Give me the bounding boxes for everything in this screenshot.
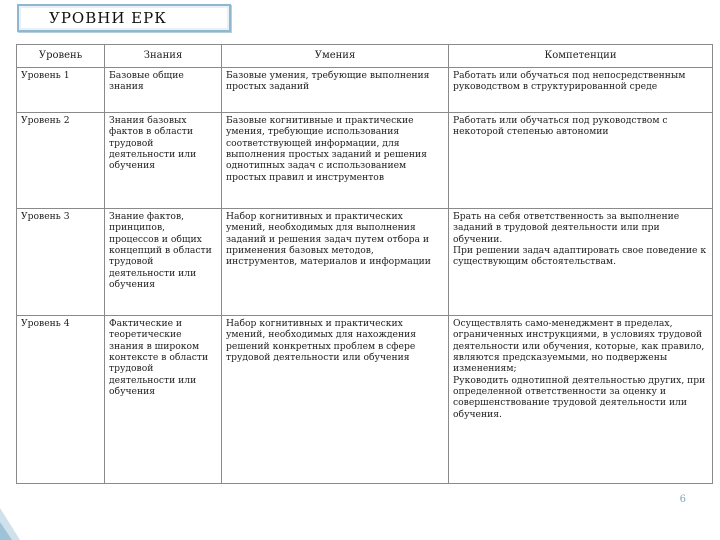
erk-levels-table [16, 44, 713, 484]
cell-knowledge: Базовые общие знания [105, 68, 222, 113]
header-skills: Умения [222, 45, 449, 68]
cell-competences: Работать или обучаться под руководством с некоторой степенью автономии [449, 113, 713, 209]
table-row [17, 316, 713, 484]
cell-skills: Базовые когнитивные и практические умения, требующие использования соответствующей информации, для выполнения простых заданий и решения однотипных задач с использованием простых правил и инструментов [222, 113, 449, 209]
cell-skills: Набор когнитивных и практических умений, необходимых для нахождения решений конкретных проблем в сфере трудовой деятельности или обучения [222, 316, 449, 484]
table-row [17, 113, 713, 209]
cell-knowledge: Знания базовых фактов в области трудовой деятельности или обучения [105, 113, 222, 209]
table-row [17, 68, 713, 113]
header-knowledge: Знания [105, 45, 222, 68]
table-row [17, 209, 713, 316]
cell-level: Уровень 2 [17, 113, 105, 209]
cell-level: Уровень 3 [17, 209, 105, 316]
page-number: 6 [679, 494, 686, 505]
corner-decoration [0, 500, 34, 540]
cell-skills: Набор когнитивных и практических умений, необходимых для выполнения заданий и решения задач путем отбора и применения базовых методов, инструментов, материалов и информации [222, 209, 449, 316]
slide-title: УРОВНИ ЕРК [17, 4, 231, 32]
cell-knowledge: Фактические и теоретические знания в широком контексте в области трудовой деятельности или обучения [105, 316, 222, 484]
cell-competences: Брать на себя ответственность за выполнение заданий в трудовой деятельности или при обучении. При решении задач адаптировать свое поведение к существующим обстоятельствам. [449, 209, 713, 316]
cell-level: Уровень 4 [17, 316, 105, 484]
table-header-row [17, 45, 713, 68]
header-competences: Компетенции [449, 45, 713, 68]
cell-competences: Работать или обучаться под непосредственным руководством в структурированной среде [449, 68, 713, 113]
cell-competences: Осуществлять само-менеджмент в пределах, ограниченных инструкциями, в условиях трудовой деятельности или обучения, которые, как правило, являются предсказуемыми, но подвержены изменениям; Руководить однотипной деятельностью других, при определенной ответственности за оценку и совершенствование трудовой деятельности или обучения. [449, 316, 713, 484]
cell-level: Уровень 1 [17, 68, 105, 113]
cell-knowledge: Знание фактов, принципов, процессов и общих концепций в области трудовой деятельности или обучения [105, 209, 222, 316]
cell-skills: Базовые умения, требующие выполнения простых заданий [222, 68, 449, 113]
header-level: Уровень [17, 45, 105, 68]
